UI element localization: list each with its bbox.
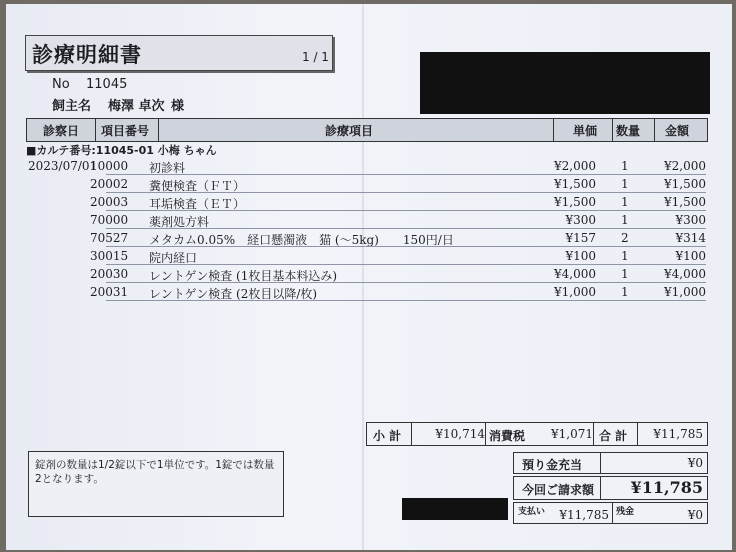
paid-label: 支払い — [518, 507, 546, 517]
row-price: ¥157 — [565, 231, 596, 245]
row-amount: ¥100 — [675, 249, 706, 263]
row-qty: 1 — [621, 177, 629, 191]
divider — [612, 503, 613, 523]
column-qty: 数量 — [616, 124, 641, 138]
row-code: 10000 — [90, 159, 129, 173]
tax-value: ¥1,071 — [551, 427, 593, 441]
row-item: 耳垢検査（ＥＴ） — [149, 197, 246, 211]
column-item: 診療項目 — [325, 124, 374, 138]
table-row — [26, 283, 706, 301]
row-price: ¥100 — [565, 249, 596, 263]
table-row — [26, 193, 706, 211]
divider — [593, 423, 594, 445]
totals-box — [366, 422, 708, 446]
row-item: レントゲン検査 (1枚目基本料込み) — [149, 269, 338, 283]
row-item: 院内経口 — [149, 251, 198, 265]
column-divider — [95, 119, 96, 141]
column-price: 単価 — [573, 124, 598, 138]
row-amount: ¥4,000 — [664, 267, 706, 281]
invoice-paper — [6, 4, 732, 550]
row-qty: 1 — [621, 285, 629, 299]
redacted-block — [420, 52, 710, 114]
billing-value: ¥11,785 — [630, 478, 703, 497]
title-box — [25, 35, 333, 71]
column-divider — [158, 119, 159, 141]
owner-name: 梅澤 卓次 — [108, 99, 165, 114]
row-qty: 1 — [621, 249, 629, 263]
row-code: 20030 — [90, 267, 129, 281]
row-item: メタカム0.05% 経口懸濁液 猫 (〜5kg) 150円/日 — [149, 233, 454, 247]
row-price: ¥4,000 — [554, 267, 596, 281]
table-row — [26, 247, 706, 265]
row-code: 20003 — [90, 195, 129, 209]
divider — [411, 423, 412, 445]
row-qty: 1 — [621, 159, 629, 173]
divider — [637, 423, 638, 445]
balance-value: ¥0 — [687, 508, 703, 522]
note-text: 錠剤の数量は1/2錠以下で1単位です。1錠では数量2となります。 — [35, 459, 275, 485]
subtotal-label: 小 計 — [373, 429, 402, 443]
deposit-value: ¥0 — [687, 456, 703, 470]
row-qty: 1 — [621, 267, 629, 281]
row-item: 薬剤処方料 — [149, 215, 210, 229]
row-price: ¥300 — [565, 213, 596, 227]
row-code: 70527 — [90, 231, 129, 245]
table-row — [26, 157, 706, 175]
table-row — [26, 175, 706, 193]
owner-suffix: 様 — [171, 99, 185, 114]
table-header — [26, 118, 708, 142]
balance-label: 残金 — [616, 507, 635, 517]
table-row — [26, 265, 706, 283]
tax-label: 消費税 — [489, 429, 526, 443]
number-value: 11045 — [86, 77, 128, 92]
column-divider — [553, 119, 554, 141]
row-amount: ¥300 — [675, 213, 706, 227]
column-divider — [654, 119, 655, 141]
row-code: 70000 — [90, 213, 129, 227]
row-amount: ¥1,500 — [664, 195, 706, 209]
row-price: ¥1,000 — [554, 285, 596, 299]
row-code: 20031 — [90, 285, 129, 299]
row-qty: 1 — [621, 213, 629, 227]
payment-box — [513, 502, 708, 524]
row-item: レントゲン検査 (2枚目以降/枚) — [149, 287, 318, 301]
row-code: 20002 — [90, 177, 129, 191]
divider — [485, 423, 486, 445]
row-code: 30015 — [90, 249, 129, 263]
total-label: 合 計 — [599, 429, 628, 443]
row-amount: ¥2,000 — [664, 159, 706, 173]
redacted-block — [402, 498, 508, 520]
number-label: No — [52, 77, 70, 92]
column-amount: 金額 — [665, 124, 690, 138]
table-row — [26, 229, 706, 247]
billing-box — [513, 476, 708, 500]
row-price: ¥2,000 — [554, 159, 596, 173]
page-number: 1 / 1 — [302, 50, 329, 64]
deposit-box — [513, 452, 708, 474]
owner-label: 飼主名 — [52, 99, 92, 114]
row-date: 2023/07/01 — [28, 159, 98, 173]
row-amount: ¥1,000 — [664, 285, 706, 299]
total-value: ¥11,785 — [653, 427, 703, 441]
row-item: 糞便検査（ＦＴ） — [149, 179, 246, 193]
billing-label: 今回ご請求額 — [522, 483, 595, 497]
row-price: ¥1,500 — [554, 177, 596, 191]
column-code: 項目番号 — [101, 124, 150, 138]
divider — [600, 453, 601, 473]
table-row — [26, 211, 706, 229]
note-box — [28, 451, 284, 517]
column-date: 診察日 — [43, 124, 80, 138]
paid-value: ¥11,785 — [559, 508, 609, 522]
row-qty: 1 — [621, 195, 629, 209]
deposit-label: 預り金充当 — [522, 458, 583, 472]
document-title: 診療明細書 — [32, 43, 142, 67]
column-divider — [612, 119, 613, 141]
row-qty: 2 — [621, 231, 629, 245]
row-amount: ¥1,500 — [664, 177, 706, 191]
karte-number: ■カルテ番号:11045-01 小梅 ちゃん — [26, 144, 217, 157]
row-amount: ¥314 — [675, 231, 706, 245]
row-price: ¥1,500 — [554, 195, 596, 209]
subtotal-value: ¥10,714 — [435, 427, 485, 441]
divider — [600, 477, 601, 499]
row-item: 初診料 — [149, 161, 186, 175]
